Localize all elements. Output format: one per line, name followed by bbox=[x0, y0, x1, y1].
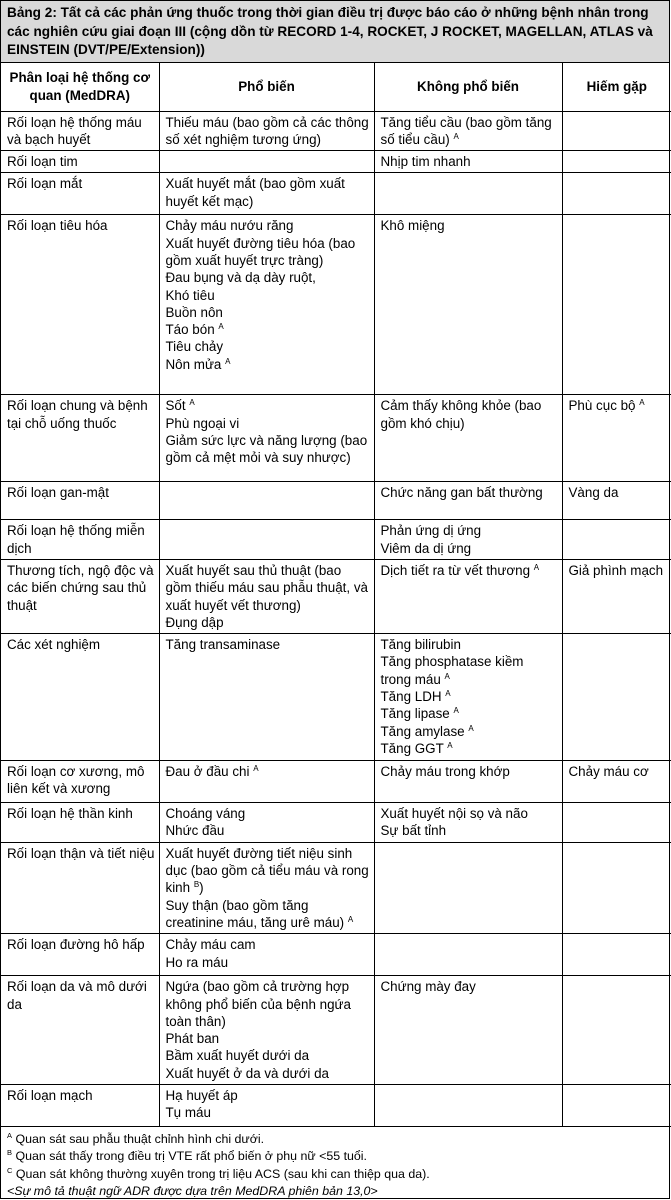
organ-class-cell bbox=[1, 395, 159, 482]
cell-entry: Tăng phosphatase kiềm trong máu $^A$ bbox=[380, 654, 524, 687]
cell-entry: Nôn mửa $^A$ bbox=[165, 356, 231, 372]
table-row bbox=[1, 842, 671, 933]
cell-entry: Nhịp tim nhanh bbox=[380, 154, 471, 170]
organ-class-cell bbox=[1, 173, 159, 215]
footnote-marker: A bbox=[189, 398, 195, 408]
cell-entry: Tăng GGT $^A$ bbox=[380, 740, 453, 756]
uncommon-cell bbox=[374, 559, 562, 633]
organ-class-cell bbox=[1, 976, 159, 1085]
rare-cell bbox=[562, 976, 671, 1085]
cell-entry: Rối loạn đường hô hấp bbox=[7, 937, 145, 953]
cell-entry: Rối loạn hệ thống máu và bạch huyết bbox=[7, 114, 142, 147]
cell-entry: Rối loạn hệ thống miễn dịch bbox=[7, 523, 145, 556]
cell-entry: Đau bụng và dạ dày ruột, bbox=[165, 270, 316, 286]
rare-cell bbox=[562, 842, 671, 933]
cell-entry: Tụ máu bbox=[165, 1105, 211, 1121]
cell-entry: Thiếu máu (bao gồm cả các thông số xét nghiệm tương ứng) bbox=[165, 114, 369, 147]
table-row bbox=[1, 173, 671, 215]
footnote-marker: A bbox=[453, 131, 459, 141]
header-common: Phổ biến bbox=[159, 63, 374, 111]
uncommon-cell bbox=[374, 934, 562, 976]
cell-entry: Tăng LDH $^A$ bbox=[380, 689, 451, 705]
cell-entry: Tăng bilirubin bbox=[380, 637, 461, 653]
table-row bbox=[1, 934, 671, 976]
cell-entry: Chảy máu cơ bbox=[568, 764, 649, 780]
footnote-marker: A bbox=[468, 723, 474, 733]
footnote-marker: A bbox=[225, 356, 231, 366]
cell-entry: Rối loạn chung và bệnh tại chỗ uống thuốc bbox=[7, 398, 148, 431]
uncommon-cell bbox=[374, 395, 562, 482]
footnote-c: $^C$ Quan sát không thường xuyên trong trị liệu ACS (sau khi can thiệp qua da). bbox=[7, 1165, 430, 1181]
common-cell bbox=[159, 976, 374, 1085]
cell-entry: Nhức đầu bbox=[165, 823, 225, 839]
organ-class-cell bbox=[1, 761, 159, 803]
cell-entry: Tăng amylase $^A$ bbox=[380, 723, 474, 739]
common-cell bbox=[159, 1085, 374, 1127]
cell-entry: Thương tích, ngộ độc và các biến chứng sau thủ thuật bbox=[7, 562, 154, 613]
table-row bbox=[1, 111, 671, 151]
rare-cell bbox=[562, 151, 671, 173]
cell-entry: Chức năng gan bất thường bbox=[380, 485, 543, 501]
table-title: Bảng 2: Tất cả các phản ứng thuốc trong thời gian điều trị được báo cáo ở những bệnh nhân trong các nghiên cứu giai đoạn III (cộng dồn từ RECORD 1-4, ROCKET, J ROCKET, MAGELLAN, ATLAS và EINSTEIN (DVT/PE/Extension)) bbox=[1, 1, 669, 63]
footnote-marker: A bbox=[218, 322, 224, 332]
table-row bbox=[1, 559, 671, 633]
cell-entry: Xuất huyết đường tiết niệu sinh dục (bao gồm cả tiểu máu và rong kinh $^B$) bbox=[165, 845, 369, 896]
cell-entry: Các xét nghiệm bbox=[7, 637, 101, 653]
footnote-marker: A bbox=[444, 671, 450, 681]
source-note: <Sự mô tả thuật ngữ ADR được dựa trên MedDRA phiên bản 13,0> bbox=[7, 1183, 378, 1198]
rare-cell bbox=[562, 559, 671, 633]
rare-cell bbox=[562, 803, 671, 843]
common-cell bbox=[159, 520, 374, 560]
cell-entry: Rối loạn mắt bbox=[7, 176, 83, 192]
cell-entry: Khô miệng bbox=[380, 218, 445, 234]
cell-entry: Xuất huyết ở da và dưới da bbox=[165, 1065, 330, 1081]
rare-cell bbox=[562, 215, 671, 395]
cell-entry: Đau ở đầu chi $^A$ bbox=[165, 764, 259, 780]
rare-cell bbox=[562, 934, 671, 976]
cell-entry: Rối loạn thận và tiết niệu bbox=[7, 845, 155, 861]
cell-entry: Sốt $^A$ bbox=[165, 398, 195, 414]
cell-entry: Đụng dập bbox=[165, 614, 224, 630]
cell-entry: Giả phình mạch bbox=[568, 562, 664, 578]
uncommon-cell bbox=[374, 111, 562, 151]
footnote-marker: A bbox=[253, 764, 259, 774]
cell-entry: Tăng transaminase bbox=[165, 637, 281, 653]
common-cell bbox=[159, 842, 374, 933]
table-row bbox=[1, 761, 671, 803]
cell-entry: Rối loạn hệ thần kinh bbox=[7, 806, 133, 822]
common-cell bbox=[159, 761, 374, 803]
cell-entry: Chảy máu trong khớp bbox=[380, 764, 510, 780]
uncommon-cell bbox=[374, 151, 562, 173]
organ-class-cell bbox=[1, 215, 159, 395]
organ-class-cell bbox=[1, 151, 159, 173]
adverse-reactions-table bbox=[1, 63, 671, 1127]
table-row bbox=[1, 520, 671, 560]
footnote-marker: B bbox=[193, 880, 200, 890]
rare-cell bbox=[562, 761, 671, 803]
table-row bbox=[1, 482, 671, 520]
cell-entry: Xuất huyết đường tiêu hóa (bao gồm xuất huyết trực tràng) bbox=[165, 235, 356, 268]
cell-entry: Suy thận (bao gồm tăng creatinine máu, tăng urê máu) $^A$ bbox=[165, 897, 354, 930]
uncommon-cell bbox=[374, 482, 562, 520]
cell-entry: Rối loạn tim bbox=[7, 154, 78, 170]
cell-entry: Giảm sức lực và năng lượng (bao gồm cả mệt mỏi và suy nhược) bbox=[165, 432, 368, 466]
cell-entry: Xuất huyết nội sọ và não bbox=[380, 806, 528, 822]
cell-entry: Táo bón $^A$ bbox=[165, 322, 224, 338]
common-cell bbox=[159, 482, 374, 520]
organ-class-cell bbox=[1, 1085, 159, 1127]
rare-cell bbox=[562, 482, 671, 520]
cell-entry: Sự bất tỉnh bbox=[380, 823, 447, 839]
organ-class-cell bbox=[1, 934, 159, 976]
common-cell bbox=[159, 934, 374, 976]
cell-entry: Rối loạn cơ xương, mô liên kết và xương bbox=[7, 764, 145, 797]
uncommon-cell bbox=[374, 173, 562, 215]
footnote-marker: A bbox=[639, 398, 645, 408]
table-row bbox=[1, 634, 671, 761]
footnote-marker: A bbox=[445, 689, 451, 699]
cell-entry: Phát ban bbox=[165, 1031, 220, 1047]
header-uncommon: Không phổ biến bbox=[374, 63, 562, 111]
uncommon-cell bbox=[374, 976, 562, 1085]
footnote-marker: A bbox=[347, 914, 354, 924]
cell-entry: Bầm xuất huyết dưới da bbox=[165, 1048, 310, 1064]
table-row bbox=[1, 803, 671, 843]
table-row bbox=[1, 215, 671, 395]
common-cell bbox=[159, 173, 374, 215]
header-organ-class: Phân loại hệ thống cơ quan (MedDRA) bbox=[1, 63, 159, 111]
cell-entry: Rối loạn tiêu hóa bbox=[7, 218, 108, 234]
uncommon-cell bbox=[374, 842, 562, 933]
cell-entry: Viêm da dị ứng bbox=[380, 540, 472, 556]
organ-class-cell bbox=[1, 520, 159, 560]
common-cell bbox=[159, 803, 374, 843]
table-row bbox=[1, 395, 671, 482]
cell-entry: Phù cục bộ $^A$ bbox=[568, 398, 645, 414]
cell-entry: Tiêu chảy bbox=[165, 339, 224, 355]
rare-cell bbox=[562, 173, 671, 215]
organ-class-cell bbox=[1, 111, 159, 151]
uncommon-cell bbox=[374, 634, 562, 761]
rare-cell bbox=[562, 520, 671, 560]
common-cell bbox=[159, 151, 374, 173]
footnote-marker: A bbox=[533, 562, 540, 572]
footnote-marker: A bbox=[447, 740, 453, 750]
cell-entry: Rối loạn mạch bbox=[7, 1088, 93, 1104]
common-cell bbox=[159, 111, 374, 151]
uncommon-cell bbox=[374, 1085, 562, 1127]
cell-entry: Buồn nôn bbox=[165, 304, 223, 320]
organ-class-cell bbox=[1, 634, 159, 761]
cell-entry: Chảy máu cam bbox=[165, 937, 256, 953]
uncommon-cell bbox=[374, 761, 562, 803]
organ-class-cell bbox=[1, 482, 159, 520]
cell-entry: Ho ra máu bbox=[165, 954, 229, 970]
cell-entry: Tăng lipase $^A$ bbox=[380, 706, 459, 722]
cell-entry: Rối loạn da và mô dưới da bbox=[7, 979, 147, 1012]
common-cell bbox=[159, 634, 374, 761]
cell-entry: Phản ứng dị ứng bbox=[380, 523, 482, 539]
footnote-a: $^A$ Quan sát sau phẫu thuật chỉnh hình chi dưới. bbox=[7, 1131, 265, 1147]
organ-class-cell bbox=[1, 803, 159, 843]
cell-entry: Khó tiêu bbox=[165, 287, 215, 303]
table-row bbox=[1, 976, 671, 1085]
common-cell bbox=[159, 395, 374, 482]
rare-cell bbox=[562, 1085, 671, 1127]
cell-entry: Xuất huyết mắt (bao gồm xuất huyết kết mạc) bbox=[165, 176, 345, 209]
cell-entry: Cảm thấy không khỏe (bao gồm khó chịu) bbox=[380, 398, 542, 431]
uncommon-cell bbox=[374, 520, 562, 560]
footnote-b: $^B$ Quan sát thấy trong điều trị VTE rất phổ biến ở phụ nữ <55 tuổi. bbox=[7, 1148, 367, 1164]
uncommon-cell bbox=[374, 803, 562, 843]
footnotes bbox=[1, 1127, 669, 1200]
cell-entry: Rối loạn gan-mật bbox=[7, 485, 109, 501]
cell-entry: Ngứa (bao gồm cả trường hợp không phổ biến của bệnh ngứa toàn thân) bbox=[165, 979, 351, 1029]
table-header-row bbox=[1, 63, 671, 111]
table-row bbox=[1, 151, 671, 173]
cell-entry: Dịch tiết ra từ vết thương $^A$ bbox=[380, 562, 540, 578]
footnote-marker: A bbox=[453, 706, 459, 716]
cell-entry: Choáng váng bbox=[165, 806, 246, 822]
organ-class-cell bbox=[1, 559, 159, 633]
header-rare: Hiếm gặp bbox=[562, 63, 671, 111]
cell-entry: Hạ huyết áp bbox=[165, 1088, 238, 1104]
uncommon-cell bbox=[374, 215, 562, 395]
cell-entry: Chảy máu nướu răng bbox=[165, 218, 294, 234]
cell-entry: Xuất huyết sau thủ thuật (bao gồm thiếu máu sau phẫu thuật, và xuất huyết vết thương) bbox=[165, 562, 368, 613]
table-row bbox=[1, 1085, 671, 1127]
rare-cell bbox=[562, 634, 671, 761]
cell-entry: Tăng tiểu cầu (bao gồm tăng số tiểu cầu) $^A$ bbox=[380, 114, 552, 147]
cell-entry: Chứng mày đay bbox=[380, 979, 476, 995]
cell-entry: Phù ngoại vi bbox=[165, 415, 240, 431]
organ-class-cell bbox=[1, 842, 159, 933]
rare-cell bbox=[562, 111, 671, 151]
cell-entry: Vàng da bbox=[568, 485, 619, 501]
table-body bbox=[1, 111, 671, 1127]
common-cell bbox=[159, 215, 374, 395]
rare-cell bbox=[562, 395, 671, 482]
common-cell bbox=[159, 559, 374, 633]
